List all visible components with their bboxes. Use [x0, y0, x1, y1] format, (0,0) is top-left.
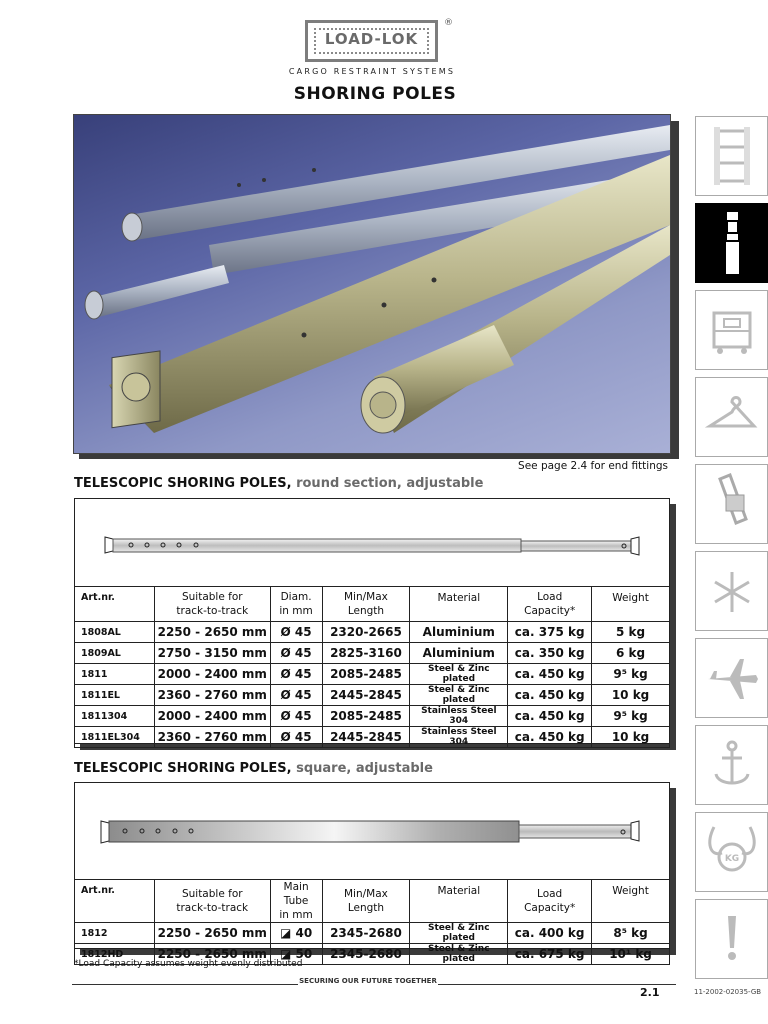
cell-length: 2445-2845 [322, 727, 410, 748]
col-weight: Weight [592, 880, 670, 923]
cell-weight: 5 kg [592, 622, 670, 643]
section-subtitle: square, adjustable [296, 761, 433, 776]
shoring-pole-icon [696, 204, 768, 284]
page-number: 2.1 [640, 986, 660, 999]
col-art: Art.nr. [75, 880, 155, 923]
shoring-poles-illustration [74, 115, 670, 453]
section-title: TELESCOPIC SHORING POLES, [74, 476, 292, 491]
round-pole-diagram [75, 499, 669, 589]
svg-text:KG: KG [724, 854, 740, 864]
col-track [154, 587, 270, 622]
cell-material: Steel & Zinc plated [410, 944, 508, 965]
cell-length: 2320-2665 [322, 622, 410, 643]
cell-weight: 10¹ kg [592, 944, 670, 965]
cell-material: Steel & Zinc plated [410, 923, 508, 944]
section-heading-square [74, 761, 433, 776]
col-diam [270, 587, 322, 622]
cell-size: Ø 45 [270, 706, 322, 727]
col-length [322, 587, 410, 622]
tab-shoring-poles[interactable] [695, 203, 768, 283]
cell-size: Ø 45 [270, 727, 322, 748]
cell-track: 2250 - 2650 mm [154, 944, 270, 965]
col-main-tube-text: Main Tube in mm [279, 881, 313, 921]
cell-weight: 9⁵ kg [592, 706, 670, 727]
col-capacity [508, 587, 592, 622]
table-header-row [75, 587, 670, 622]
document-number: 11-2002-02035-GB [694, 988, 762, 996]
cargo-bars-icon [696, 117, 768, 197]
cell-length: 2445-2845 [322, 685, 410, 706]
col-capacity [508, 880, 592, 923]
airplane-icon [696, 639, 768, 719]
cell-track: 2250 - 2650 mm [154, 622, 270, 643]
table-row [75, 727, 670, 748]
cell-material: Steel & Zinc plated [410, 685, 508, 706]
cell-length: 2085-2485 [322, 664, 410, 685]
cell-weight: 8⁵ kg [592, 923, 670, 944]
page-title: SHORING POLES [293, 84, 457, 104]
col-material: Material [410, 587, 508, 622]
cell-track: 2360 - 2760 mm [154, 727, 270, 748]
col-length [322, 880, 410, 923]
cell-material: Steel & Zinc plated [410, 664, 508, 685]
section-heading-round [74, 476, 483, 491]
cell-capacity: ca. 450 kg [508, 685, 592, 706]
cell-capacity: ca. 400 kg [508, 923, 592, 944]
table-row [75, 622, 670, 643]
col-weight: Weight [592, 587, 670, 622]
cell-track: 2000 - 2400 mm [154, 706, 270, 727]
brand-tagline: CARGO RESTRAINT SYSTEMS [288, 67, 456, 76]
section-subtitle: round section, adjustable [296, 476, 484, 491]
cell-material: Aluminium [410, 622, 508, 643]
cell-weight: 9⁵ kg [592, 664, 670, 685]
end-fittings-note: See page 2.4 for end fittings [518, 460, 668, 472]
cell-size: Ø 45 [270, 622, 322, 643]
tab-cold-chain[interactable] [695, 551, 768, 631]
cell-size: ◪ 40 [270, 923, 322, 944]
cell-capacity: ca. 350 kg [508, 643, 592, 664]
cell-art: 1812 [75, 923, 155, 944]
cell-capacity: ca. 375 kg [508, 622, 592, 643]
cell-art: 1812HD [75, 944, 155, 965]
load-lok-logo [305, 20, 438, 62]
tab-straps[interactable] [695, 464, 768, 544]
col-track-text: Suitable for track-to-track [176, 888, 249, 914]
anchor-icon [696, 726, 768, 806]
col-diam-text: Diam. in mm [279, 591, 313, 617]
cell-track: 2250 - 2650 mm [154, 923, 270, 944]
cell-size: Ø 45 [270, 664, 322, 685]
square-pole-table [74, 879, 670, 965]
cell-art: 1811EL304 [75, 727, 155, 748]
cell-length: 2345-2680 [322, 944, 410, 965]
tab-cargo-bars[interactable] [695, 116, 768, 196]
col-length-text: Min/Max Length [344, 591, 388, 617]
cart-icon [696, 291, 768, 371]
tab-hangers[interactable] [695, 377, 768, 457]
col-material: Material [410, 880, 508, 923]
table-row [75, 923, 670, 944]
exclamation-icon [696, 900, 768, 980]
cell-material: Aluminium [410, 643, 508, 664]
col-capacity-text: Load Capacity* [524, 591, 576, 617]
logo-text: LOAD-LOK [324, 30, 419, 48]
table-row [75, 664, 670, 685]
hanger-icon [696, 378, 768, 458]
col-art: Art.nr. [75, 587, 155, 622]
cell-art: 1808AL [75, 622, 155, 643]
cell-art: 1811304 [75, 706, 155, 727]
table-row [75, 685, 670, 706]
cell-length: 2085-2485 [322, 706, 410, 727]
cell-length: 2825-3160 [322, 643, 410, 664]
col-length-text: Min/Max Length [344, 888, 388, 914]
section-title: TELESCOPIC SHORING POLES, [74, 761, 292, 776]
col-main-tube [270, 880, 322, 923]
footer-slogan: SECURING OUR FUTURE TOGETHER [299, 977, 437, 985]
footer-rule-right [438, 984, 676, 985]
table-row [75, 643, 670, 664]
cell-art: 1811 [75, 664, 155, 685]
round-pole-table [74, 586, 670, 748]
cell-art: 1811EL [75, 685, 155, 706]
cell-material: Stainless Steel 304 [410, 727, 508, 748]
product-photo [73, 114, 671, 454]
tab-marine[interactable] [695, 725, 768, 805]
tab-air-cargo[interactable] [695, 638, 768, 718]
cell-capacity: ca. 675 kg [508, 944, 592, 965]
cell-material: Stainless Steel 304 [410, 706, 508, 727]
registered-mark: ® [444, 18, 453, 28]
cell-capacity: ca. 450 kg [508, 706, 592, 727]
col-track [154, 880, 270, 923]
cell-capacity: ca. 450 kg [508, 727, 592, 748]
snowflake-icon [696, 552, 768, 632]
tab-warnings[interactable] [695, 899, 768, 979]
cell-capacity: ca. 450 kg [508, 664, 592, 685]
cell-weight: 10 kg [592, 727, 670, 748]
cell-art: 1809AL [75, 643, 155, 664]
load-capacity-footnote: *Load Capacity assumes weight evenly distributed [74, 959, 303, 969]
tab-lifting[interactable] [695, 812, 768, 892]
col-track-text: Suitable for track-to-track [176, 591, 249, 617]
cell-size: ◪ 50 [270, 944, 322, 965]
cell-track: 2000 - 2400 mm [154, 664, 270, 685]
weight-sling-icon [696, 813, 768, 893]
cell-size: Ø 45 [270, 685, 322, 706]
table-header-row [75, 880, 670, 923]
cell-weight: 6 kg [592, 643, 670, 664]
square-pole-diagram [75, 783, 669, 879]
col-capacity-text: Load Capacity* [524, 888, 576, 914]
cell-track: 2750 - 3150 mm [154, 643, 270, 664]
tab-carts[interactable] [695, 290, 768, 370]
cell-weight: 10 kg [592, 685, 670, 706]
cell-size: Ø 45 [270, 643, 322, 664]
footer-rule-left [72, 984, 298, 985]
strap-icon [696, 465, 768, 545]
cell-track: 2360 - 2760 mm [154, 685, 270, 706]
cell-length: 2345-2680 [322, 923, 410, 944]
table-row [75, 706, 670, 727]
